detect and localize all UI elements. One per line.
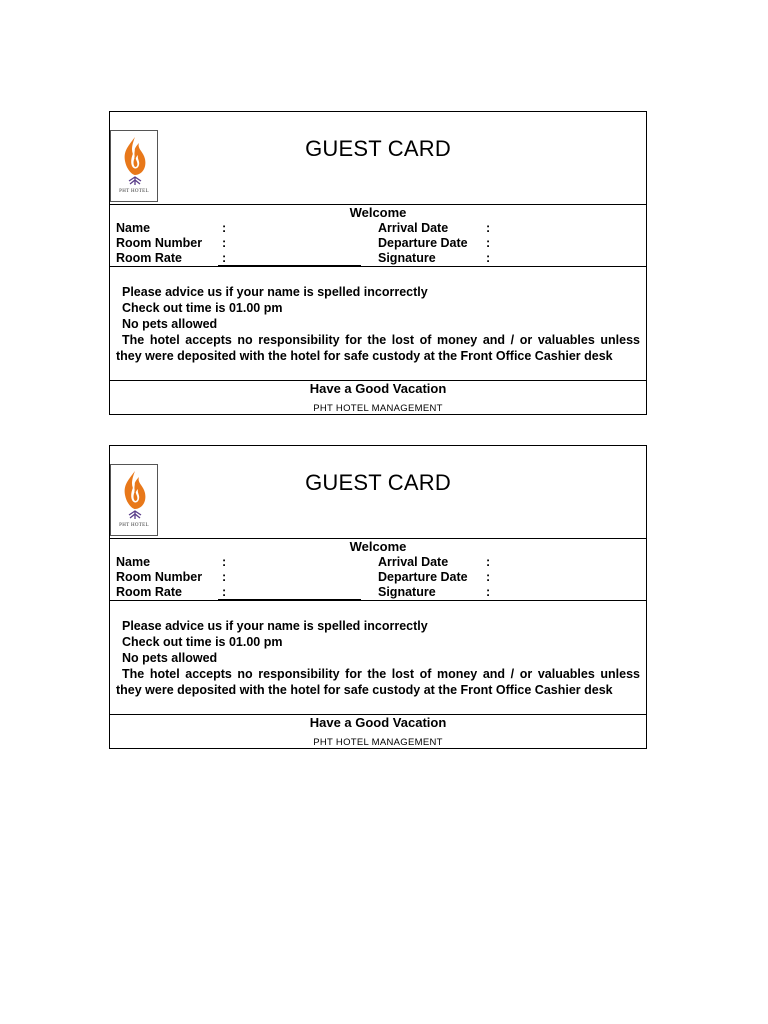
- divider: [110, 266, 646, 267]
- field-name-label: Name: [116, 555, 151, 569]
- note-line: Check out time is 01.00 pm: [122, 301, 283, 315]
- field-colon: :: [486, 555, 491, 569]
- card-title: GUEST CARD: [305, 470, 451, 495]
- note-line: The hotel accepts no responsibility for the lost of money and / or valuables unless: [122, 333, 640, 347]
- logo-text: PHT HOTEL: [119, 523, 149, 528]
- field-arrival-date-label: Arrival Date: [378, 221, 449, 235]
- note-line: they were deposited with the hotel for safe custody at the Front Office Cashier desk: [116, 683, 613, 697]
- card-notes: [116, 618, 640, 698]
- field-colon: :: [222, 570, 227, 584]
- note-line: Check out time is 01.00 pm: [122, 635, 283, 649]
- field-colon: :: [486, 236, 491, 250]
- guest-card: [109, 111, 647, 415]
- field-signature-label: Signature: [378, 585, 436, 599]
- field-colon: :: [486, 251, 491, 265]
- field-colon: :: [222, 555, 227, 569]
- field-room-rate-label: Room Rate: [116, 585, 182, 599]
- field-room-number-label: Room Number: [116, 570, 203, 584]
- field-colon: :: [486, 585, 491, 599]
- field-arrival-date-label: Arrival Date: [378, 555, 449, 569]
- field-departure-date-label: Departure Date: [378, 236, 468, 250]
- note-line: The hotel accepts no responsibility for the lost of money and / or valuables unless: [122, 667, 640, 681]
- field-colon: :: [222, 251, 227, 265]
- logo-text: PHT HOTEL: [119, 189, 149, 194]
- note-line: they were deposited with the hotel for safe custody at the Front Office Cashier desk: [116, 349, 613, 363]
- note-line: No pets allowed: [122, 317, 218, 331]
- closing-message: Have a Good Vacation: [309, 381, 447, 396]
- field-colon: :: [486, 570, 491, 584]
- divider: [110, 600, 646, 601]
- welcome-heading: Welcome: [349, 205, 407, 220]
- management-footer: PHT HOTEL MANAGEMENT: [313, 403, 443, 414]
- card-header: [110, 112, 646, 204]
- note-line: Please advice us if your name is spelled incorrectly: [122, 619, 428, 633]
- card-title: GUEST CARD: [305, 136, 451, 161]
- card-notes: [116, 284, 640, 364]
- card-header: [110, 446, 646, 538]
- field-name-label: Name: [116, 221, 151, 235]
- field-departure-date-label: Departure Date: [378, 570, 468, 584]
- field-colon: :: [222, 221, 227, 235]
- field-colon: :: [222, 236, 227, 250]
- note-line: Please advice us if your name is spelled incorrectly: [122, 285, 428, 299]
- field-room-rate-label: Room Rate: [116, 251, 182, 265]
- closing-message: Have a Good Vacation: [309, 715, 447, 730]
- field-signature-label: Signature: [378, 251, 436, 265]
- note-line: No pets allowed: [122, 651, 218, 665]
- field-colon: :: [222, 585, 227, 599]
- field-room-number-label: Room Number: [116, 236, 203, 250]
- field-colon: :: [486, 221, 491, 235]
- management-footer: PHT HOTEL MANAGEMENT: [313, 737, 443, 748]
- welcome-heading: Welcome: [349, 539, 407, 554]
- guest-card: [109, 445, 647, 749]
